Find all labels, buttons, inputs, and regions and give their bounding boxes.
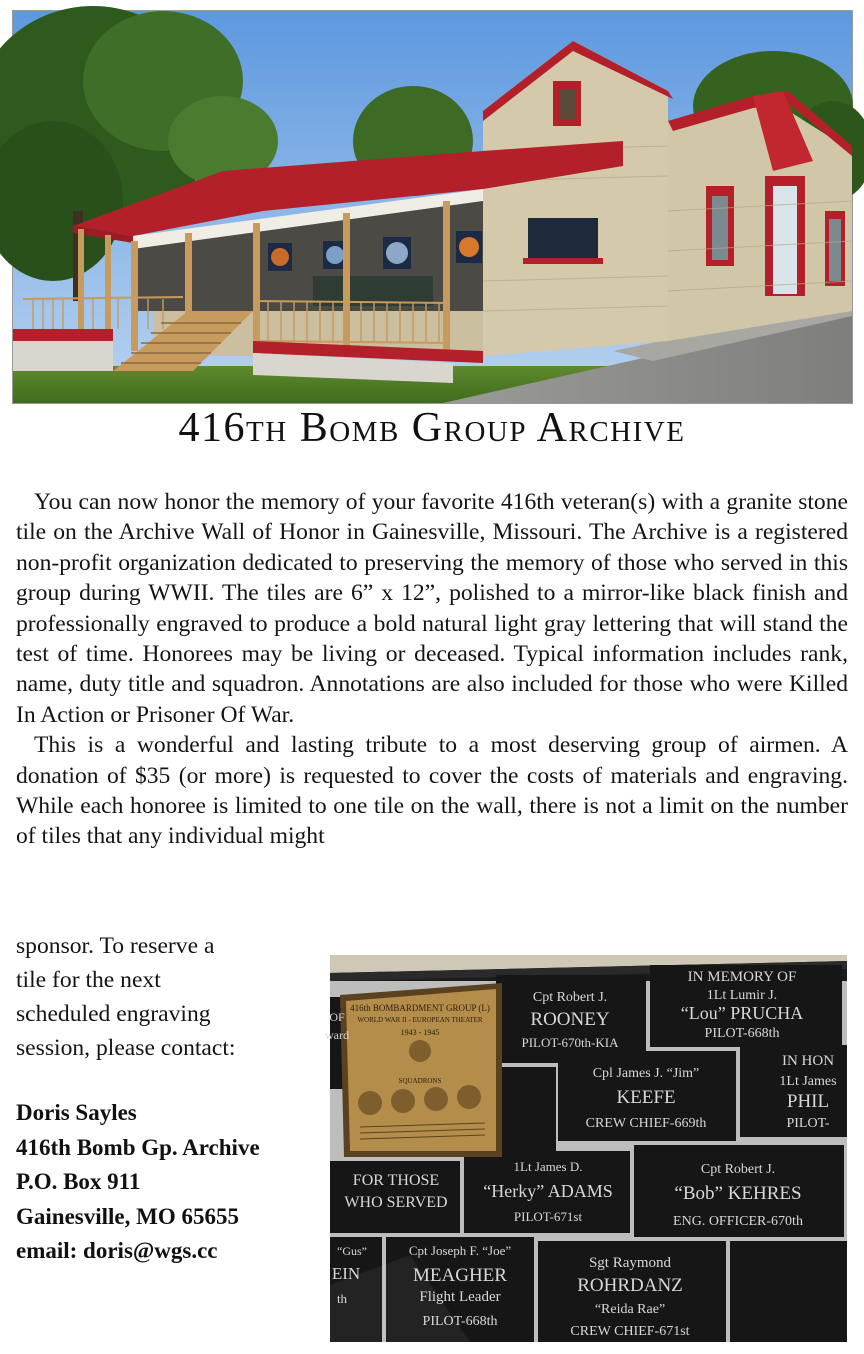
contact-city: Gainesville, MO 65655 bbox=[16, 1203, 239, 1229]
tile-line: PILOT-668th bbox=[704, 1026, 780, 1041]
contact-organization: 416th Bomb Gp. Archive bbox=[16, 1134, 260, 1160]
tile-line: Cpl James J. “Jim” bbox=[592, 1066, 700, 1081]
building-illustration bbox=[13, 11, 852, 403]
plaque-emblem-icon bbox=[409, 1040, 431, 1062]
tile-line: IN HON bbox=[781, 1053, 835, 1069]
tile-line: CREW CHIEF-671st bbox=[570, 1324, 690, 1339]
tile-line: KEEFE bbox=[616, 1087, 676, 1108]
sponsor-line: sponsor. To reserve a bbox=[16, 933, 215, 959]
tile-phil bbox=[779, 1053, 836, 1131]
tile-line: WHO SERVED bbox=[344, 1194, 448, 1211]
paragraph-2 bbox=[16, 730, 848, 852]
tile-line: FOR THOSE bbox=[352, 1172, 440, 1189]
tile-line: “Bob” KEHRES bbox=[674, 1183, 802, 1204]
tile-line: EIN bbox=[331, 1264, 361, 1283]
tile-line: “Gus” bbox=[337, 1244, 367, 1258]
plaque-line-1: 416th BOMBARDMENT GROUP (L) bbox=[350, 1003, 490, 1013]
tile-line: “Lou” PRUCHA bbox=[680, 1003, 804, 1023]
tile-line: 1Lt James bbox=[779, 1074, 837, 1089]
tile-line: Sgt Raymond bbox=[588, 1255, 672, 1271]
paragraph-1 bbox=[16, 487, 848, 730]
tile-line: CREW CHIEF-669th bbox=[585, 1116, 707, 1131]
tile-rooney bbox=[521, 990, 619, 1050]
tile-line: “Reida Rae” bbox=[594, 1302, 666, 1317]
contact-email[interactable]: email: doris@wgs.cc bbox=[16, 1238, 218, 1263]
wall-illustration bbox=[325, 955, 847, 1342]
tile-line: Flight Leader bbox=[419, 1289, 501, 1305]
tile-line: PILOT-670th-KIA bbox=[521, 1035, 619, 1050]
tile-line: ward bbox=[325, 1028, 349, 1042]
contact-name: Doris Sayles bbox=[16, 1100, 137, 1125]
sponsor-line: scheduled engraving bbox=[16, 1001, 211, 1027]
plaque-squadrons: SQUADRONS bbox=[398, 1077, 442, 1085]
sponsor-line: session, please contact: bbox=[16, 1035, 236, 1061]
tile-line: Cpt Robert J. bbox=[700, 1162, 776, 1177]
tile-line: PHIL bbox=[786, 1091, 830, 1112]
paragraph-2-text: This is a wonderful and lasting tribute to a most deserving group of airmen. A donation of $35 (or more) is requested to cover the costs of materials and engraving. While each honoree is limited to one tile on the wall, there is not a limit on the number of tiles that any individual might bbox=[16, 732, 848, 850]
reserve-instructions bbox=[16, 929, 316, 1065]
sponsor-line: tile for the next bbox=[16, 967, 161, 993]
paragraph-1-text: You can now honor the memory of your favorite 416th veteran(s) with a granite stone tile on the Archive Wall of Honor in Gainesville, Missouri. The Archive is a registered non-profit organization dedicated to preserving the memory of those who served in this group during WWII. The tiles are 6” x 12”, polished to a mirror-like black finish and professionally engraved to produce a bold natural light gray lettering that will stand the test of time. Honorees may be living or deceased. Typical information includes rank, name, duty title and squadron. Annotations are also included for those who were Killed In Action or Prisoner Of War. bbox=[16, 489, 848, 728]
tile-line: OF bbox=[329, 1010, 345, 1024]
plaque-line-2: WORLD WAR II - EUROPEAN THEATER bbox=[357, 1016, 483, 1024]
plaque-years: 1943 - 1945 bbox=[400, 1028, 440, 1037]
tile-line: PILOT-668th bbox=[422, 1314, 498, 1329]
intro-text bbox=[16, 487, 848, 852]
archive-building-photo bbox=[12, 10, 853, 404]
tile-line: ROONEY bbox=[530, 1009, 610, 1030]
tile-line: Cpt Joseph F. “Joe” bbox=[408, 1243, 512, 1258]
tile-line: 1Lt James D. bbox=[513, 1159, 583, 1174]
tile-line: MEAGHER bbox=[413, 1265, 507, 1286]
wall-of-honor-photo bbox=[325, 955, 847, 1342]
bronze-plaque bbox=[340, 983, 502, 1157]
tile-line: IN MEMORY OF bbox=[687, 969, 797, 985]
contact-block bbox=[16, 1096, 326, 1269]
contact-po-box: P.O. Box 911 bbox=[16, 1169, 141, 1194]
page-title: 416th Bomb Group Archive bbox=[178, 405, 686, 451]
tile-line: 1Lt Lumir J. bbox=[706, 988, 778, 1003]
tile-line: ENG. OFFICER-670th bbox=[673, 1214, 803, 1229]
tile-line: PILOT- bbox=[786, 1116, 830, 1131]
tile-line: ROHRDANZ bbox=[577, 1275, 683, 1296]
tile-line: Cpt Robert J. bbox=[532, 990, 608, 1005]
tile-line: th bbox=[336, 1291, 348, 1306]
tile-line: PILOT-671st bbox=[513, 1209, 583, 1224]
tile-line: “Herky” ADAMS bbox=[483, 1181, 613, 1201]
